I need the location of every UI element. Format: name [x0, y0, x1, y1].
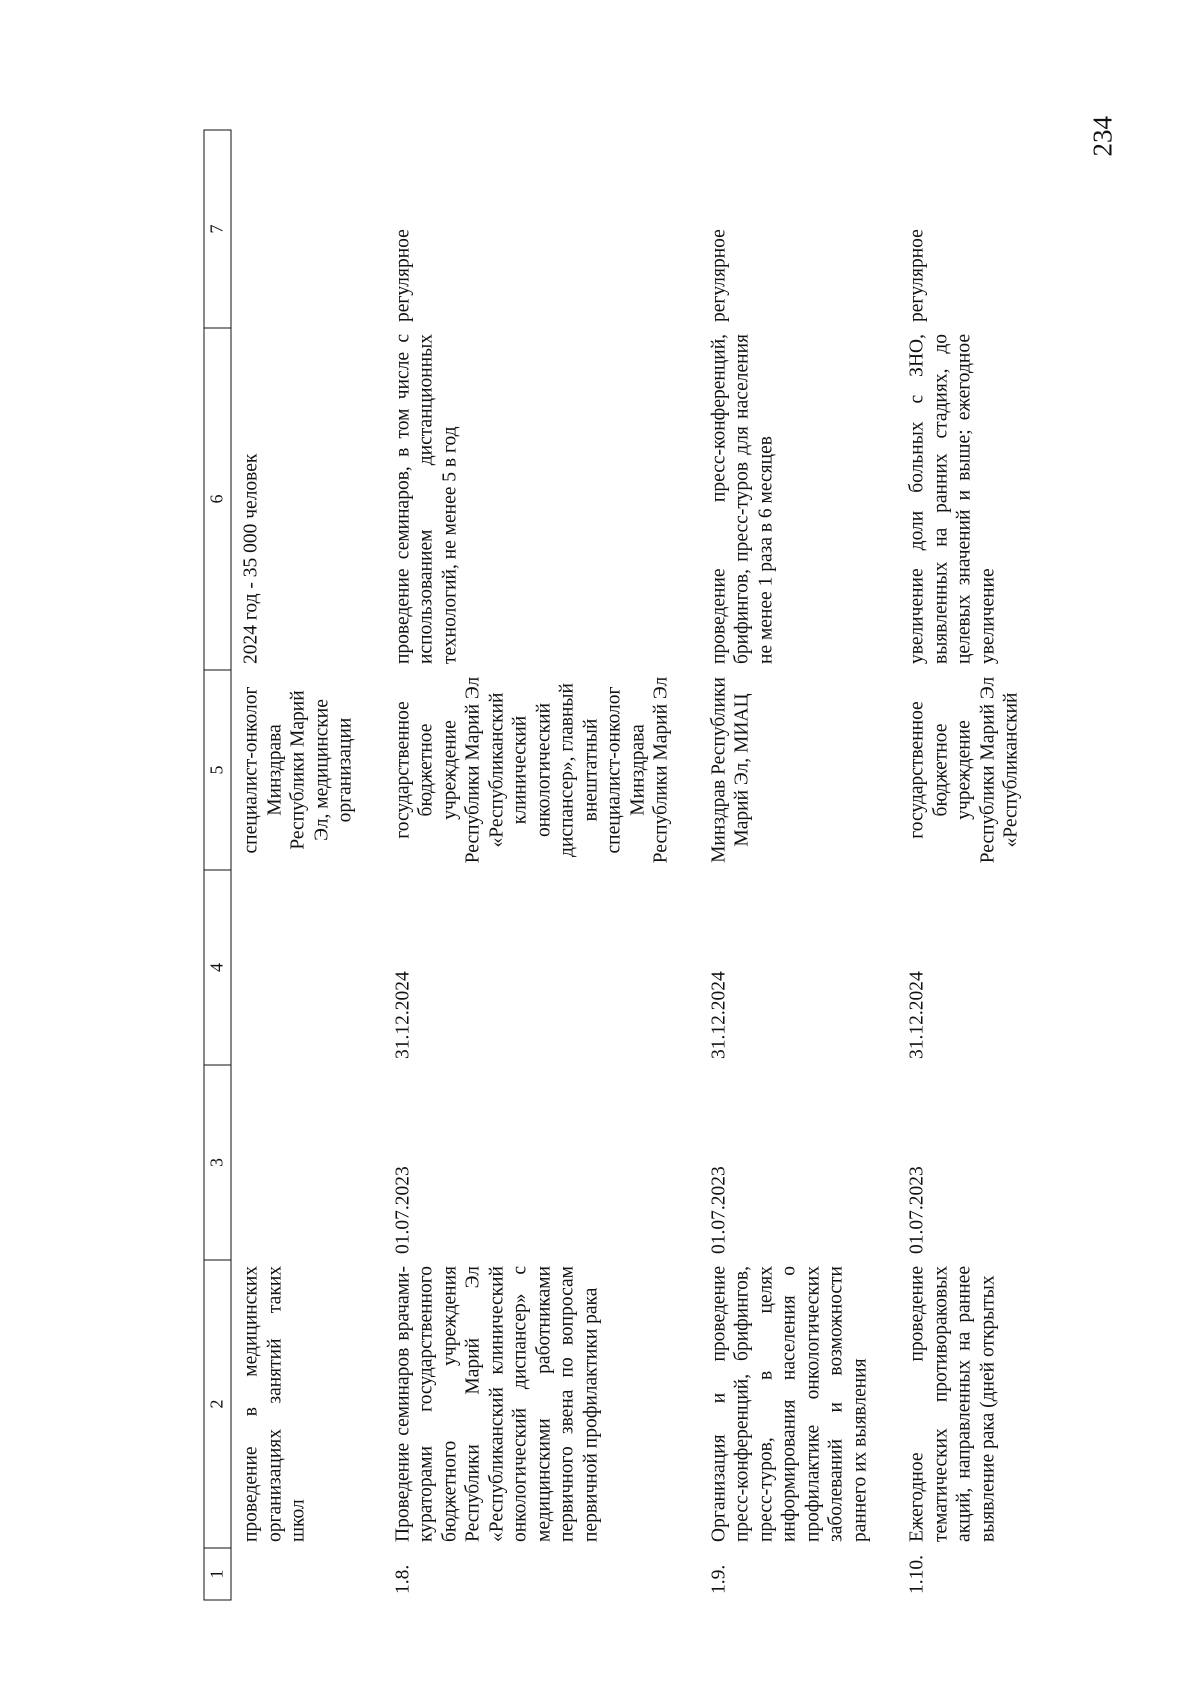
table-row [231, 130, 363, 1600]
table-row [363, 130, 679, 1600]
responsible-text: Минздрав Республики Марий Эл, МИАЦ [708, 677, 753, 863]
header-col-1: 1 [204, 1548, 231, 1600]
event-text: Организация и проведение пресс-конференций, брифингов, пресс-туров, в целях информирования населения о профилактике онкологических заболеваний и возможности раннего их выявления [708, 1266, 870, 1542]
event-type: регулярное [708, 229, 729, 322]
table-header [204, 130, 231, 1600]
result-text: проведение пресс-конференций, брифингов, пресс-туров для населения не менее 1 раза в 6 месяцев [708, 334, 776, 664]
event-type [231, 130, 363, 328]
header-col-6: 6 [204, 328, 231, 670]
row-number: 1.8. [392, 1564, 413, 1594]
table-row [878, 130, 1030, 1600]
header-col-5: 5 [204, 670, 231, 870]
page-number: 234 [1087, 116, 1118, 157]
table-row [679, 130, 878, 1600]
start-date [231, 1065, 363, 1260]
event-text: проведение в медицинских организациях занятий таких школ [240, 1266, 309, 1542]
event-type: регулярное [392, 229, 413, 322]
row-number: 1.10. [906, 1555, 928, 1594]
event-text: Проведение семинаров врачами-кураторами государственного бюджетного учреждения Республики Марий Эл «Республиканский клинический онкологический диспансер» с медицинскими работниками первичного звена по вопросам первичной профилактики рака [392, 1266, 601, 1542]
result-text: проведение семинаров, в том числе с использованием дистанционных технологий, не менее 5 в год [392, 334, 460, 664]
event-type: регулярное [906, 229, 928, 322]
end-date [231, 870, 363, 1065]
end-date: 31.12.2024 [708, 971, 729, 1059]
header-col-4: 4 [204, 870, 231, 1065]
row-number: 1.9. [708, 1564, 729, 1594]
measures-table [204, 130, 1030, 1601]
start-date: 01.07.2023 [906, 1166, 928, 1254]
end-date: 31.12.2024 [906, 971, 928, 1059]
header-col-2: 2 [204, 1260, 231, 1548]
result-text: увеличение доли больных с ЗНО, выявленных на ранних стадиях, до целевых значений и выше; ежегодное увеличение [906, 334, 998, 664]
event-text: Ежегодное проведение тематических противораковых акций, направленных на раннее выявление рака (дней открытых [906, 1266, 998, 1542]
start-date: 01.07.2023 [708, 1166, 729, 1254]
responsible-text: специалист-онколог Минздрава Республики Марий Эл, медицинские организации [240, 686, 356, 854]
header-col-7: 7 [204, 130, 231, 328]
header-col-3: 3 [204, 1065, 231, 1260]
responsible-text: государственное бюджетное учреждение Республики Марий Эл «Республиканский [906, 676, 1022, 864]
row-number [231, 1548, 363, 1600]
end-date: 31.12.2024 [392, 971, 413, 1059]
result-text: 2024 год - 35 000 человек [240, 453, 262, 664]
responsible-text: государственное бюджетное учреждение Республики Марий Эл «Республиканский клинический онкологический диспансер», главный внештатный специалист-онколог Минздрава Республики Марий Эл [392, 676, 672, 864]
start-date: 01.07.2023 [392, 1166, 413, 1254]
rotated-page [1, 0, 1200, 1697]
